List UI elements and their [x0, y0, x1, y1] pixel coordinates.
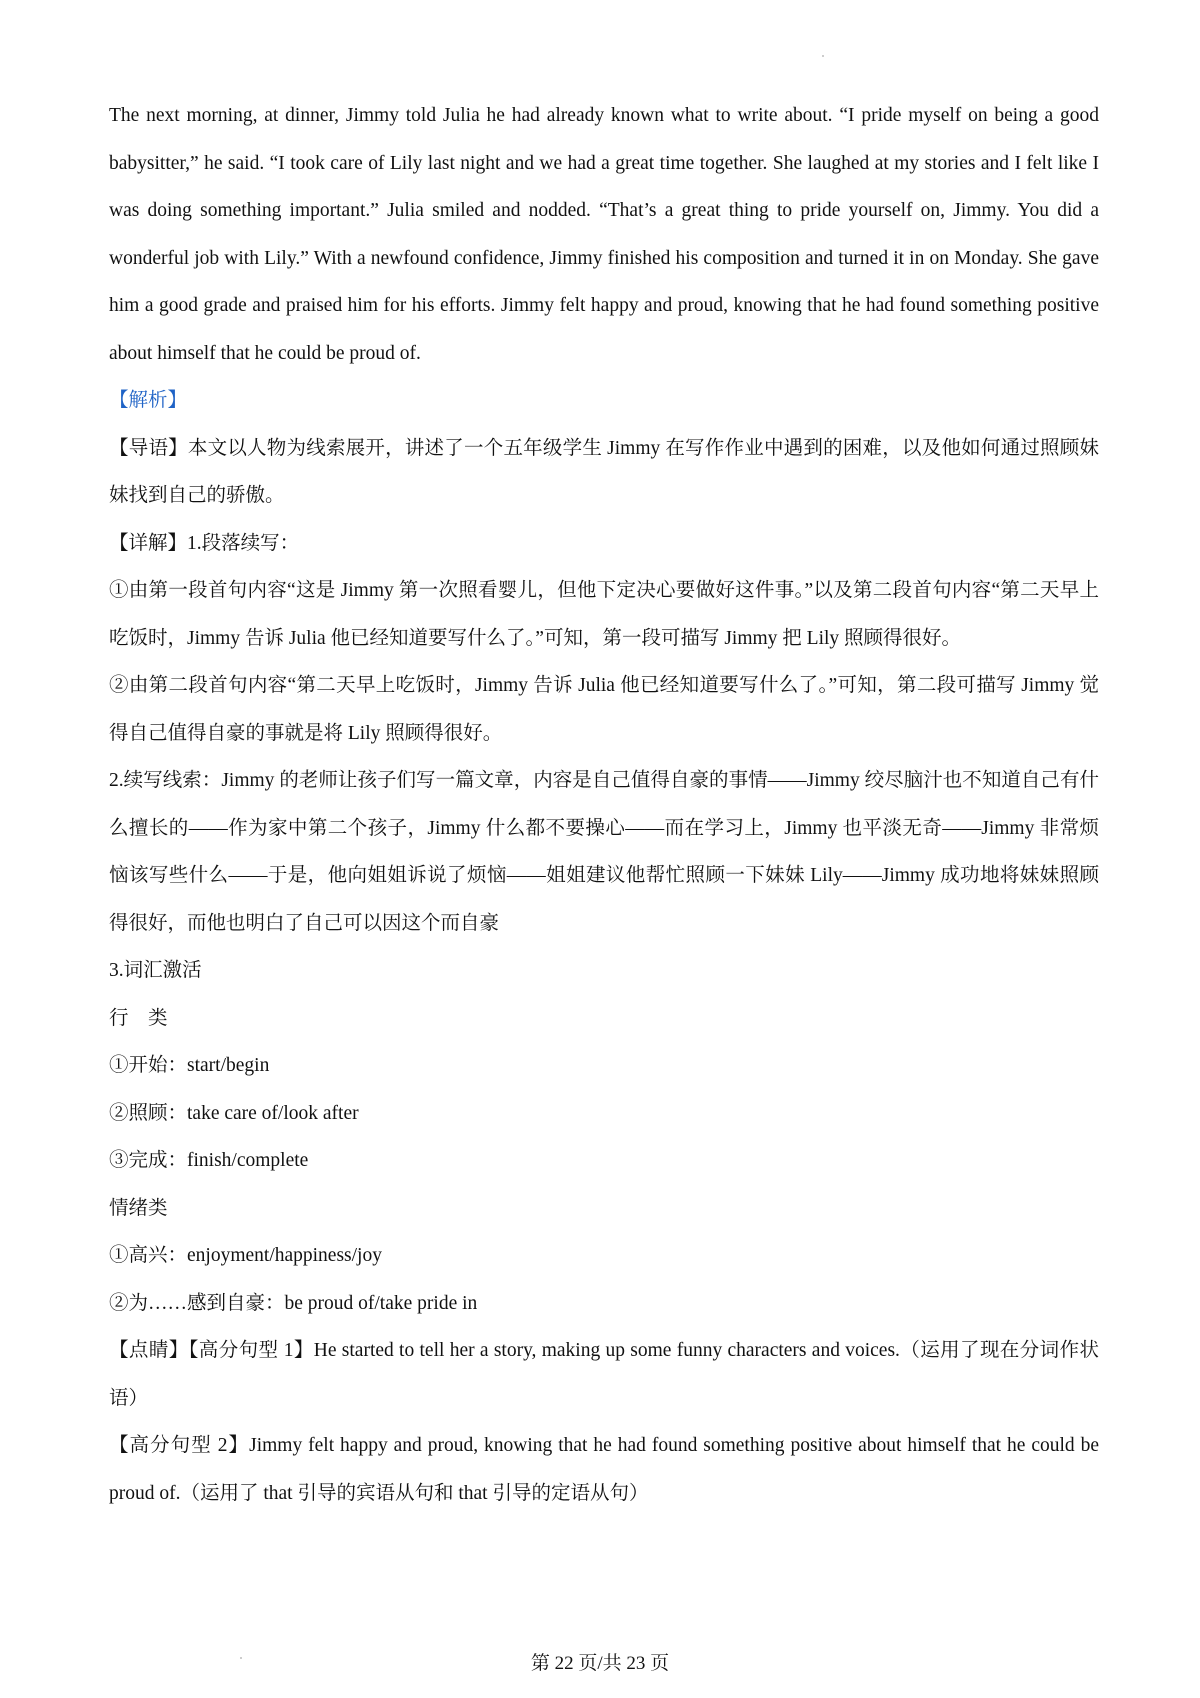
highlight-sentence-1: 【点睛】【高分句型 1】He started to tell her a story, making up some funny characters and voices.（运用了现在分词作状语） [109, 1340, 1099, 1409]
detail-point-1: ①由第一段首句内容“这是 Jimmy 第一次照看婴儿，但他下定决心要做好这件事。”以及第二段首句内容“第二天早上吃饭时，Jimmy 告诉 Julia 他已经知道要写什么了。”可知，第一段可描写 Jimmy 把 Lily 照顾得很好。 [109, 580, 1099, 649]
page-footer: 第 22 页/共 23 页 [530, 1653, 670, 1674]
emotion-category-heading: 情绪类 [109, 1197, 168, 1219]
highlight-sentence-2: 【高分句型 2】Jimmy felt happy and proud, knowing that he had found something positive about himself that he could be proud of.（运用了 that 引导的宾语从句和 that 引导的定语从句） [109, 1435, 1099, 1504]
page-content [109, 92, 1099, 1517]
passage-paragraph: The next morning, at dinner, Jimmy told Julia he had already known what to write about. “I pride myself on being a good babysitter,” he said. “I took care of Lily last night and we had a great time together. She laughed at my stories and I felt like I was doing something important.” Julia smiled and nodded. “That’s a great thing to pride yourself on, Jimmy. You did a wonderful job with Lily.” With a newfound confidence, Jimmy finished his composition and turned it in on Monday. She gave him a good grade and praised him for his efforts. Jimmy felt happy and proud, knowing that he had found something positive about himself that he could be proud of. [109, 105, 1099, 364]
vocab-item: ②照顾：take care of/look after [109, 1102, 359, 1124]
action-category-heading: 行 类 [109, 1007, 168, 1029]
clues-paragraph: 2.续写线索：Jimmy 的老师让孩子们写一篇文章，内容是自己值得自豪的事情——Jimmy 绞尽脑汁也不知道自己有什么擅长的——作为家中第二个孩子，Jimmy 什么都不要操心——而在学习上，Jimmy 也平淡无奇——Jimmy 非常烦恼该写些什么——于是，他向姐姐诉说了烦恼——姐姐建议他帮忙照顾一下妹妹 Lily——Jimmy 成功地将妹妹照顾得很好，而他也明白了自己可以因这个而自豪 [109, 770, 1099, 934]
vocab-item: ①开始：start/begin [109, 1055, 270, 1076]
detail-point-2: ②由第二段首句内容“第二天早上吃饭时，Jimmy 告诉 Julia 他已经知道要写什么了。”可知，第二段可描写 Jimmy 觉得自己值得自豪的事就是将 Lily 照顾得很好。 [109, 675, 1099, 744]
intro-paragraph: 【导语】本文以人物为线索展开，讲述了一个五年级学生 Jimmy 在写作作业中遇到的困难，以及他如何通过照顾妹妹找到自己的骄傲。 [109, 437, 1099, 506]
vocab-item: ①高兴：enjoyment/happiness/joy [109, 1245, 382, 1266]
vocab-item: ③完成：finish/complete [109, 1150, 309, 1171]
analysis-heading: 【解析】 [109, 390, 188, 411]
vocab-item: ②为……感到自豪：be proud of/take pride in [109, 1292, 478, 1314]
detail-heading: 【详解】1.段落续写： [109, 532, 300, 554]
scan-dot-top [822, 55, 824, 57]
vocab-heading: 3.词汇激活 [109, 960, 202, 981]
